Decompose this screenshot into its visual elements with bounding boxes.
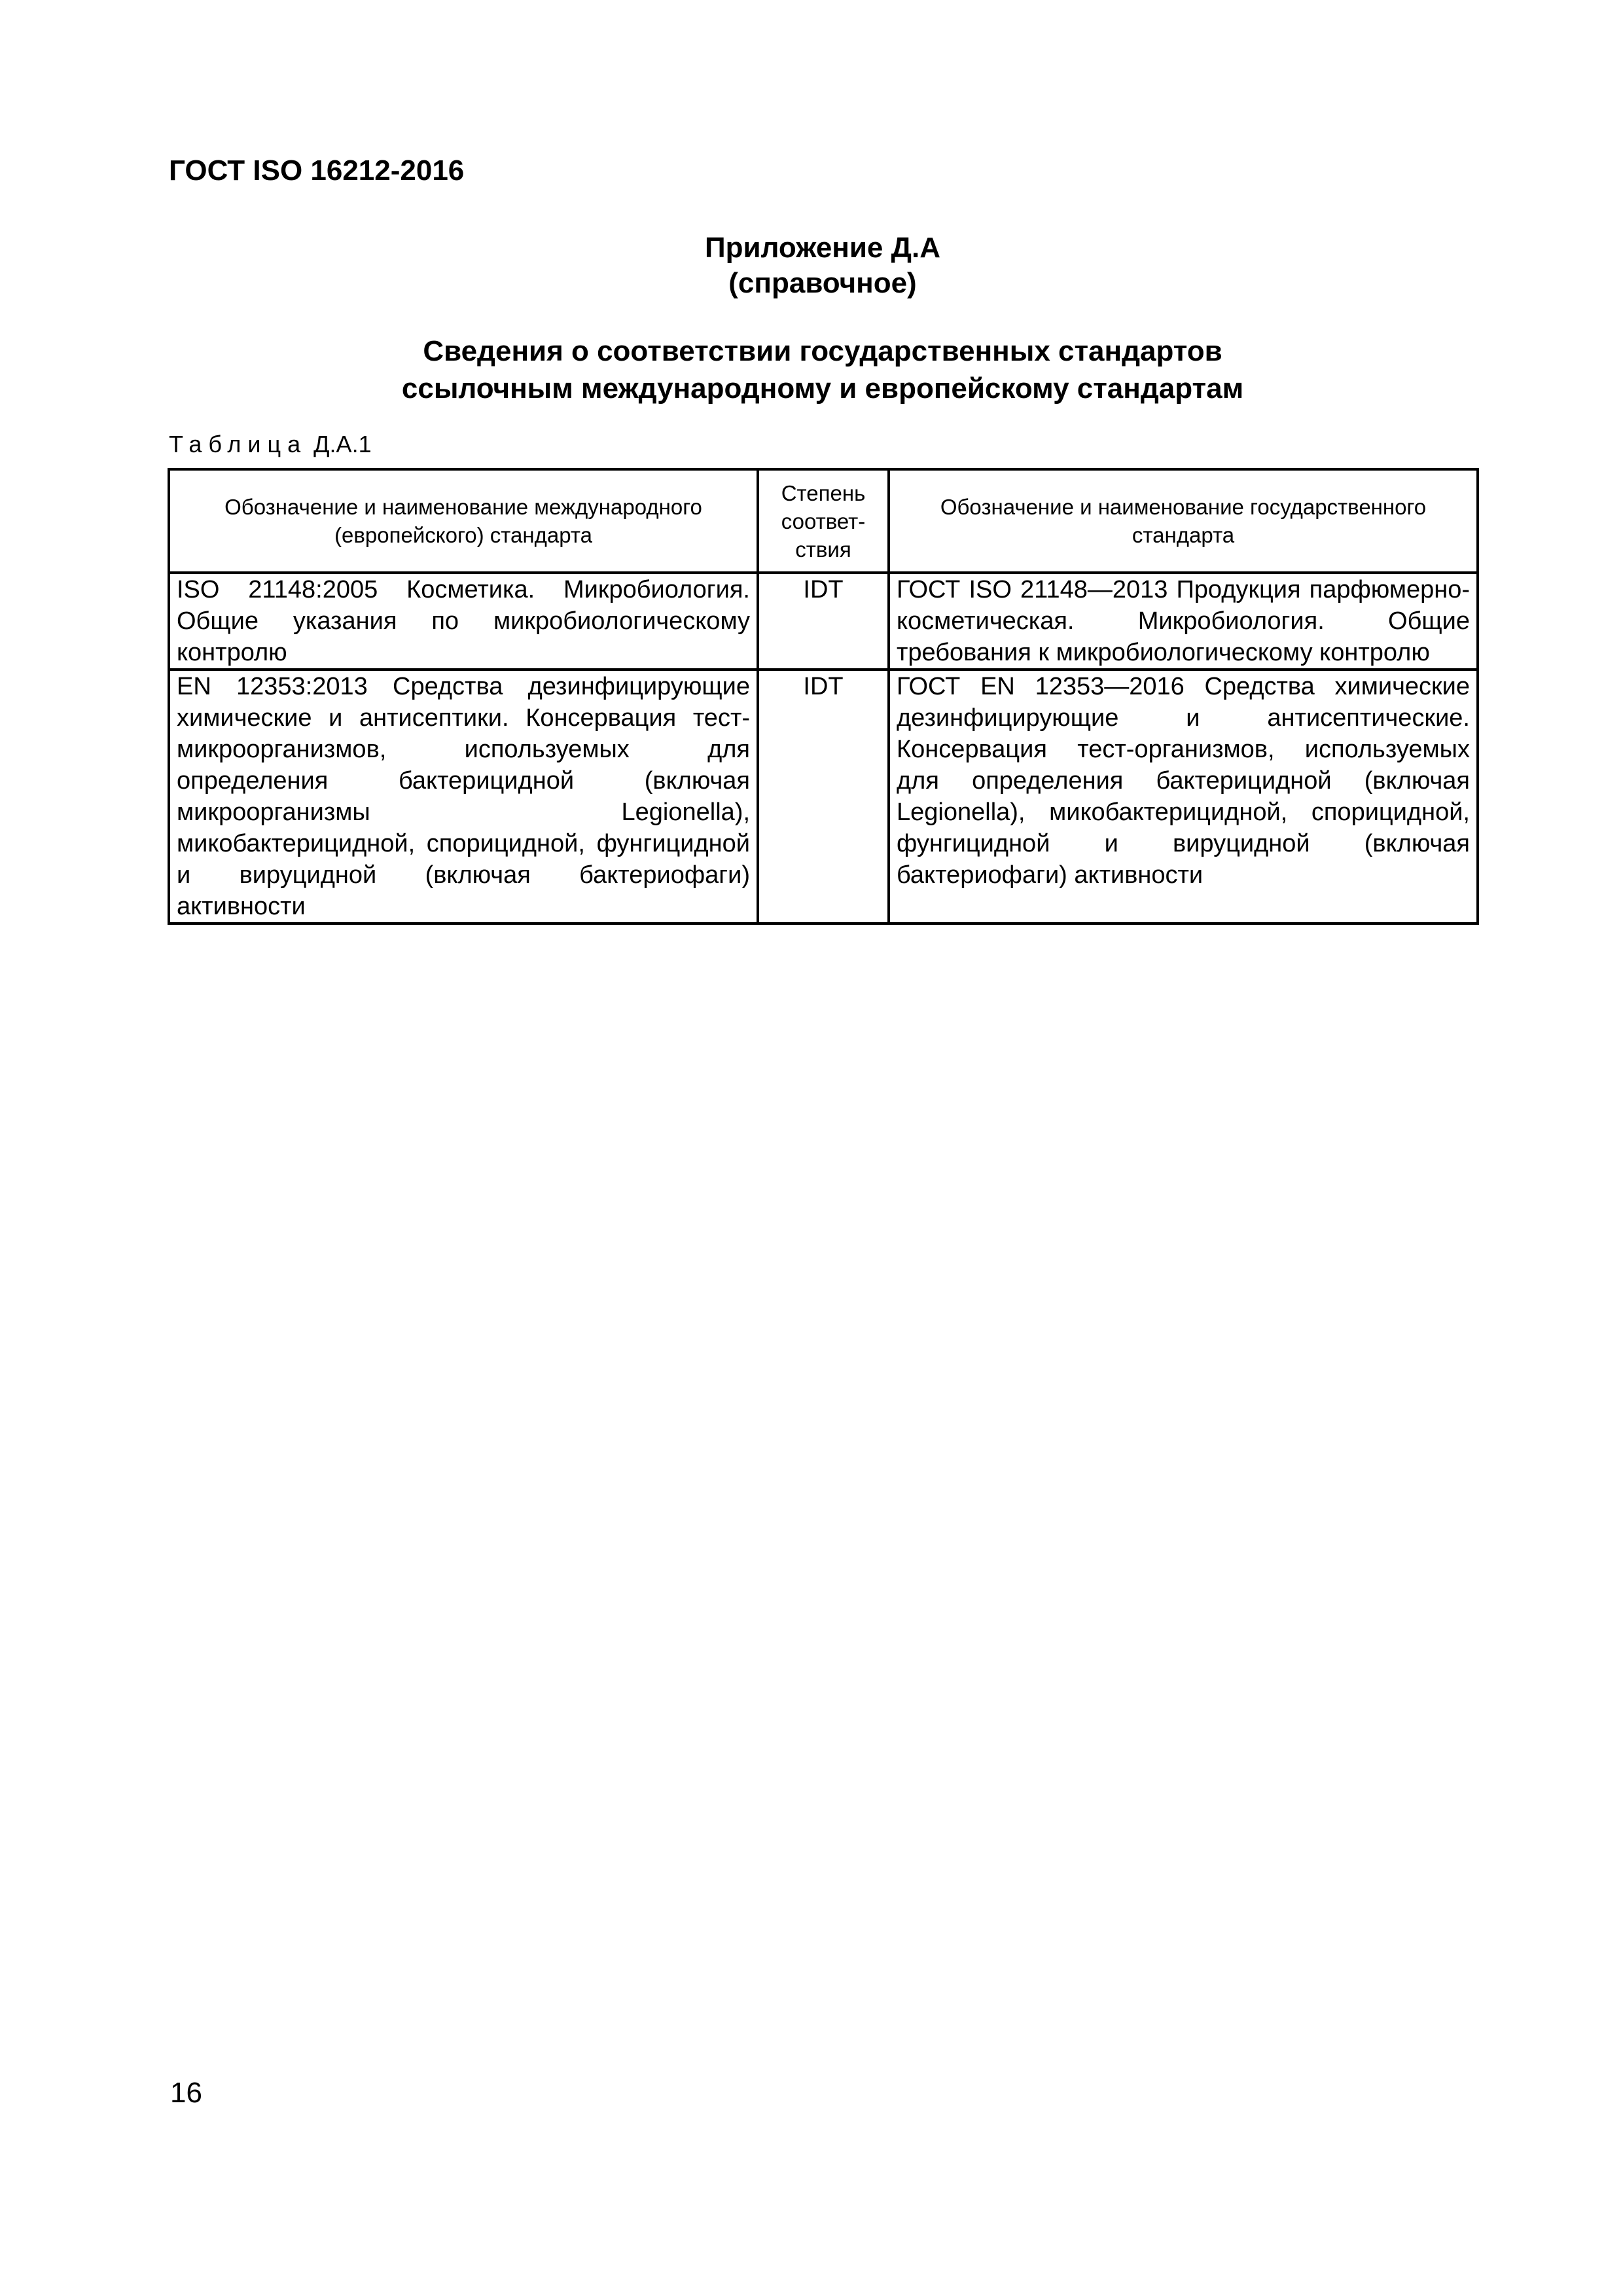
section-title-line-1: Сведения о соответствии государственных стандартов — [423, 335, 1222, 367]
annex-note: (справочное) — [728, 267, 917, 299]
cell-national-standard: ГОСТ EN 12353—2016 Средства химические дезинфицирующие и антисептические. Консервация тест-организмов, используемых для определения бактерицидной (включая Legionella), микобактерицидной, спорицидной, фунгицидной и вируцидной (включая бактериофаги) активности — [889, 670, 1478, 924]
cell-national-standard: ГОСТ ISO 21148—2013 Продукция парфюмерно-косметическая. Микробиология. Общие требования к микробиологическому контролю — [889, 573, 1478, 670]
cell-degree-of-conformity: IDT — [758, 670, 889, 924]
header-degree-of-conformity: Степень соответ-ствия — [758, 469, 889, 573]
table-row — [169, 573, 1478, 670]
page-number: 16 — [170, 2077, 202, 2109]
section-title-line-2: ссылочным международному и европейскому стандартам — [401, 372, 1244, 404]
table-row — [169, 670, 1478, 924]
reference-standards-table — [168, 468, 1479, 925]
header-international-standard: Обозначение и наименование международного (европейского) стандарта — [169, 469, 758, 573]
document-code: ГОСТ ISO 16212-2016 — [169, 154, 465, 187]
cell-international-standard: ISO 21148:2005 Косметика. Микробиология. Общие указания по микробиологическому контролю — [169, 573, 758, 670]
annex-title: Приложение Д.А — [705, 232, 940, 264]
cell-international-standard: EN 12353:2013 Средства дезинфицирующие химические и антисептики. Консервация тест-микроорганизмов, используемых для определения бактерицидной (включая микроорганизмы Legionella), микобактерицидной, спорицидной, фунгицидной и вируцидной (включая бактериофаги) активности — [169, 670, 758, 924]
table-caption — [169, 429, 372, 460]
table-caption-number: Д.А.1 — [313, 431, 372, 457]
cell-degree-of-conformity: IDT — [758, 573, 889, 670]
table-caption-label: Таблица — [169, 431, 308, 457]
table-header-row — [169, 469, 1478, 573]
header-national-standard: Обозначение и наименование государственного стандарта — [889, 469, 1478, 573]
section-title — [169, 332, 1476, 407]
